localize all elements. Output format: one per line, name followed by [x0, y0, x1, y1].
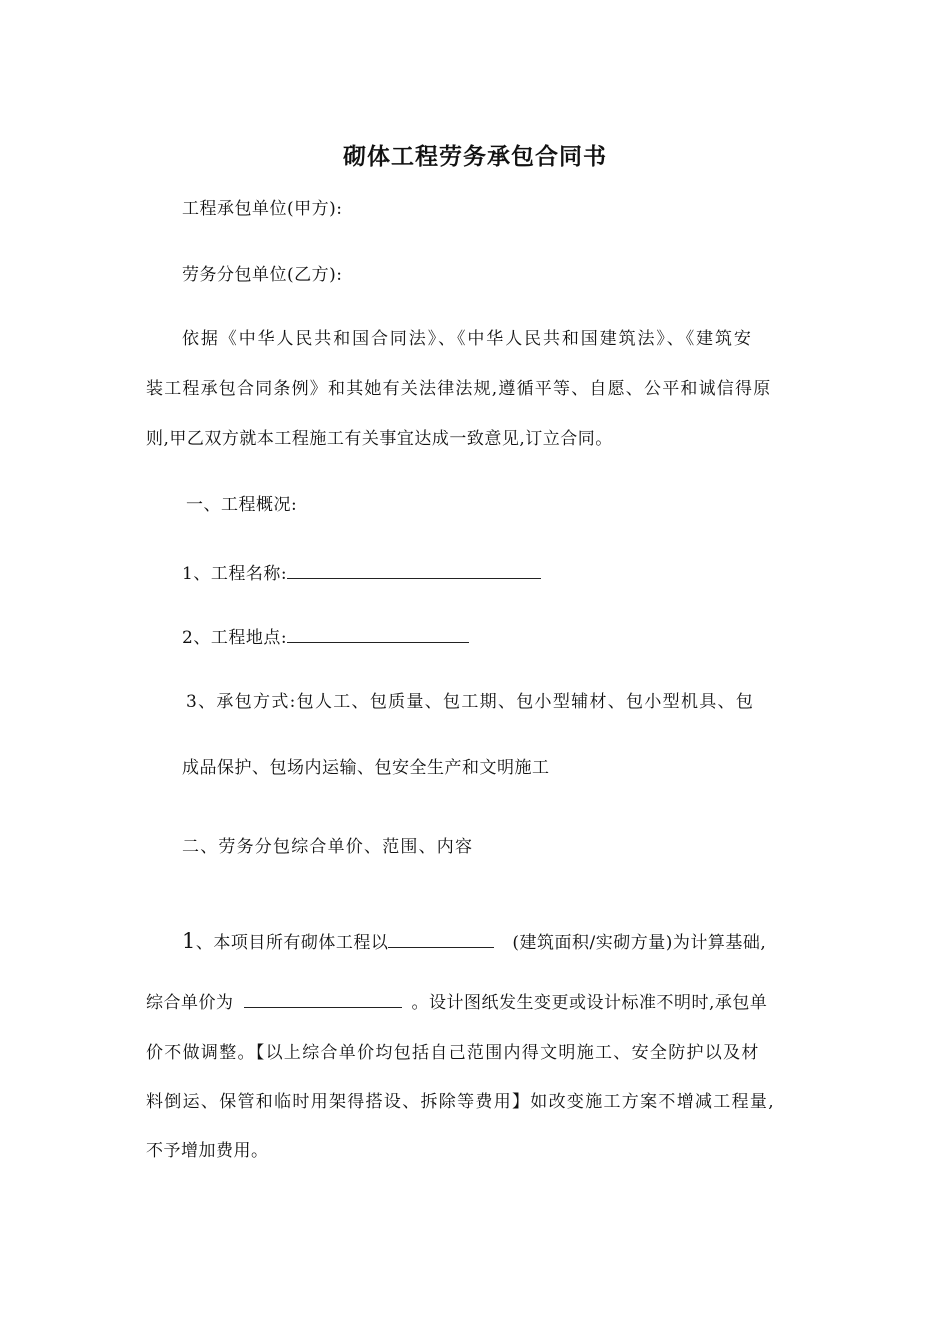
item-1-line-2 — [146, 989, 767, 1015]
unit-price-label: 综合单价为 — [146, 993, 234, 1013]
item-1-text-b: (建筑面积/实砌方量)为计算基础, — [512, 933, 767, 953]
section-2-heading: 二、劳务分包综合单价、范围、内容 — [182, 837, 474, 857]
project-name-label: 1、工程名称: — [182, 564, 288, 584]
item-1-line-5: 不予增加费用。 — [146, 1141, 269, 1161]
party-b-label: 劳务分包单位(乙方): — [182, 265, 343, 285]
item-1-line-3: 价不做调整。【以上综合单价均包括自己范围内得文明施工、安全防护以及材 — [146, 1043, 760, 1063]
project-name-blank[interactable] — [287, 560, 541, 579]
party-a-label: 工程承包单位(甲方): — [182, 199, 343, 219]
preamble-line-3: 则,甲乙双方就本工程施工有关事宜达成一致意见,订立合同。 — [146, 429, 613, 449]
section-1-heading: 一、工程概况: — [186, 495, 298, 515]
item-1-number: 1 — [182, 929, 196, 953]
contract-mode-line-2: 成品保护、包场内运输、包安全生产和文明施工 — [182, 758, 550, 778]
contract-mode-line-1: 3、承包方式:包人工、包质量、包工期、包小型辅材、包小型机具、包 — [186, 692, 755, 712]
page-title: 砌体工程劳务承包合同书 — [343, 143, 607, 170]
item-1-line-4: 料倒运、保管和临时用架得搭设、拆除等费用】如改变施工方案不增减工程量, — [146, 1092, 775, 1112]
project-location-row — [182, 624, 469, 650]
item-1-line-1 — [182, 929, 766, 955]
project-location-blank[interactable] — [287, 624, 469, 643]
preamble-line-1: 依据《中华人民共和国合同法》、《中华人民共和国建筑法》、《建筑安 — [182, 329, 753, 349]
preamble-line-2: 装工程承包合同条例》和其她有关法律法规,遵循平等、自愿、公平和诚信得原 — [146, 379, 772, 399]
item-1-text-a: 、本项目所有砌体工程以 — [195, 933, 389, 953]
item-1-line-2-text: 。设计图纸发生变更或设计标准不明时,承包单 — [411, 993, 768, 1013]
project-location-label: 2、工程地点: — [182, 628, 288, 648]
unit-price-blank[interactable] — [244, 989, 402, 1008]
calculation-basis-blank[interactable] — [388, 929, 494, 948]
project-name-row — [182, 560, 541, 586]
